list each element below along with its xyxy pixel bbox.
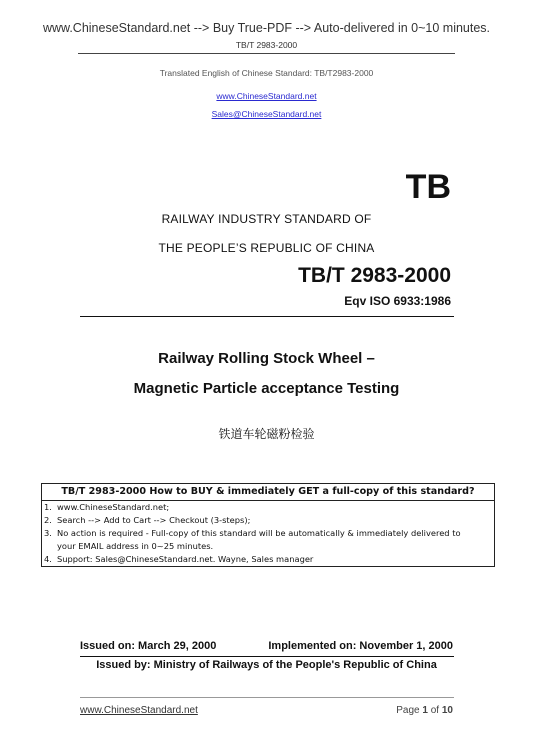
buy-box-title: TB/T 2983-2000 How to BUY & immediately GET a full-copy of this standard? <box>61 486 475 497</box>
buy-step-text: No action is required - Full-copy of this standard will be automatically & immediately delivered to <box>57 528 461 538</box>
header-doc-code: TB/T 2983-2000 <box>235 40 298 50</box>
header-divider <box>78 53 455 54</box>
footer-divider <box>80 697 454 698</box>
buy-step-number: 1. <box>44 502 52 512</box>
page-number <box>396 705 453 716</box>
buy-step-1 <box>44 502 169 512</box>
document-title-line-2: Magnetic Particle acceptance Testing <box>133 380 400 397</box>
issued-on-date: Issued on: March 29, 2000 <box>80 640 217 652</box>
buy-step-number: 2. <box>44 515 52 525</box>
email-link[interactable]: Sales@ChineseStandard.net <box>211 109 322 119</box>
issue-divider <box>80 656 454 657</box>
standard-number: TB/T 2983-2000 <box>298 264 451 287</box>
buy-step-3-continued: your EMAIL address in 0~25 minutes. <box>57 541 214 551</box>
equivalent-standard: Eqv ISO 6933:1986 <box>344 294 451 308</box>
industry-line-2: THE PEOPLE’S REPUBLIC OF CHINA <box>158 241 375 255</box>
buy-instructions-box <box>41 483 495 567</box>
page-current: 1 <box>422 705 428 716</box>
implemented-on-date: Implemented on: November 1, 2000 <box>268 640 453 652</box>
buy-step-3 <box>44 528 461 538</box>
website-link[interactable]: www.ChineseStandard.net <box>216 91 317 101</box>
standard-code-large: TB <box>405 168 451 206</box>
buy-step-4 <box>44 554 313 564</box>
header-top-line: www.ChineseStandard.net --> Buy True-PDF --> Auto-delivered in 0~10 minutes. <box>42 21 491 35</box>
website-link-row <box>0 86 533 104</box>
industry-line-1: RAILWAY INDUSTRY STANDARD OF <box>161 212 372 226</box>
buy-step-number: 4. <box>44 554 52 564</box>
buy-step-text: Search --> Add to Cart --> Checkout (3-steps); <box>57 515 251 525</box>
buy-step-text: Support: Sales@ChineseStandard.net. Wayne, Sales manager <box>57 554 314 564</box>
page-total: 10 <box>441 705 453 716</box>
buy-box-divider <box>42 500 494 501</box>
chinese-title: 铁道车轮磁粉检验 <box>218 427 315 441</box>
buy-step-text[interactable]: www.ChineseStandard.net; <box>57 502 170 512</box>
page-prefix: Page <box>396 705 423 716</box>
translation-note: Translated English of Chinese Standard: TB/T2983-2000 <box>159 68 374 78</box>
title-divider <box>80 316 454 317</box>
page-of: of <box>427 705 442 716</box>
document-title-line-1: Railway Rolling Stock Wheel – <box>158 350 375 367</box>
buy-step-number: 3. <box>44 528 52 538</box>
buy-step-2 <box>44 515 250 525</box>
issuing-authority: Issued by: Ministry of Railways of the People's Republic of China <box>96 659 437 671</box>
footer-website-link[interactable]: www.ChineseStandard.net <box>80 705 198 716</box>
email-link-row <box>0 104 533 122</box>
